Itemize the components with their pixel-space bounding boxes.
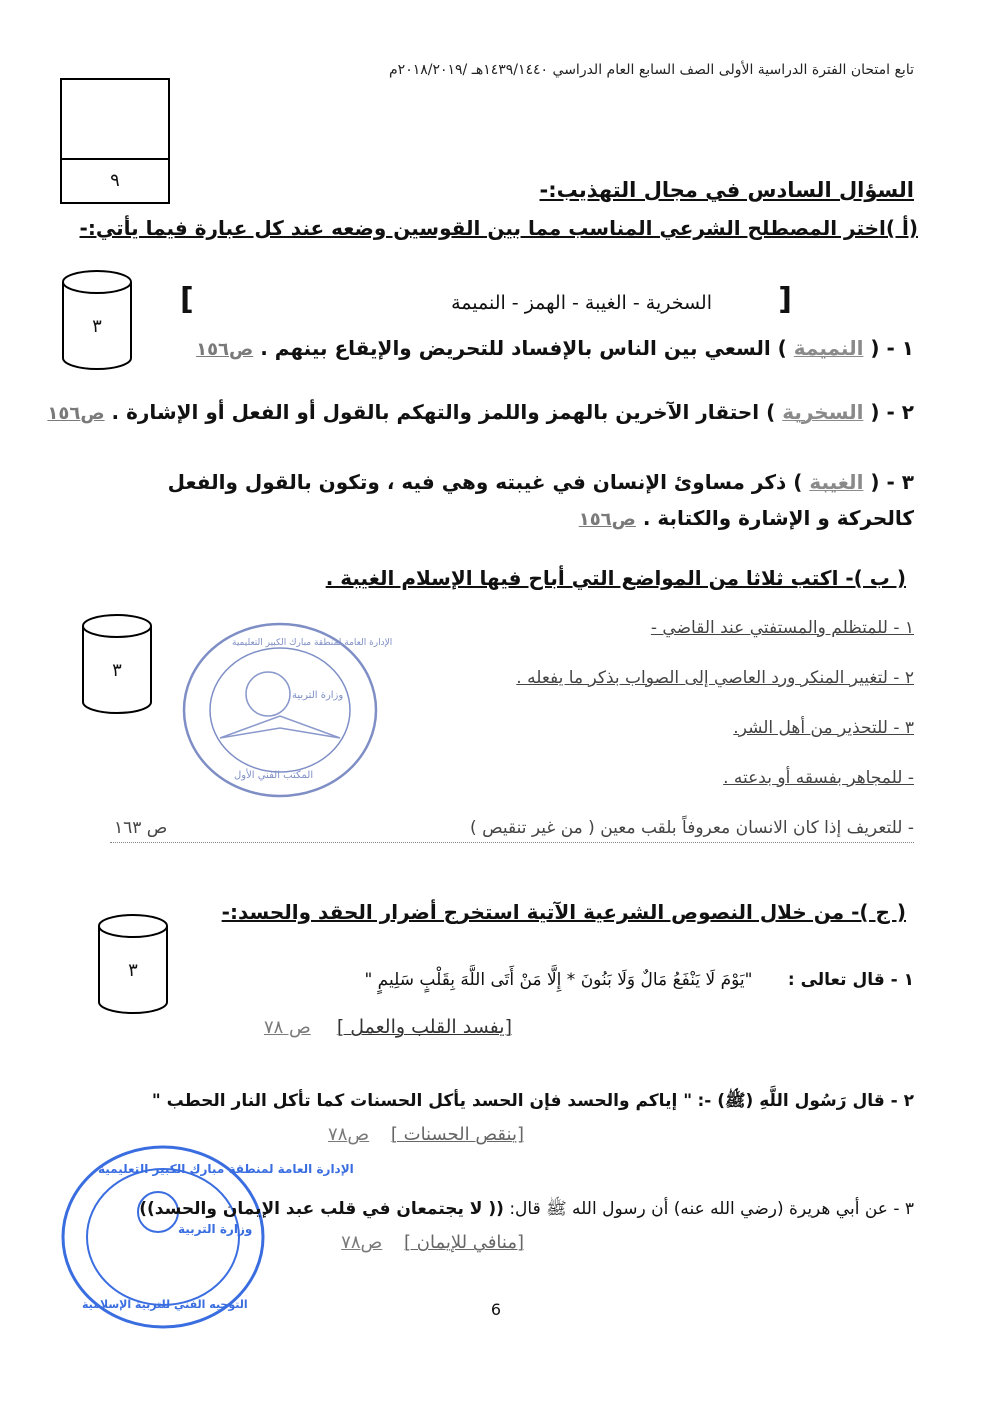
item-quote: " إياكم والحسد فإن الحسد يأكل الحسنات كما تأكل النار الحطب " bbox=[151, 1091, 693, 1111]
total-score-value: ٩ bbox=[110, 170, 120, 191]
part-c-item-1-answer-line bbox=[264, 1016, 512, 1038]
item-answer: الغيبة bbox=[809, 470, 864, 494]
item-answer: [منافي للإيمان ] bbox=[404, 1232, 524, 1253]
part-c-instruction: ( ج )- من خلال النصوص الشرعية الآتية استخرج أضرار الحقد والحسد:- bbox=[221, 900, 906, 924]
part-b-item-1: ١ - للمتظلم والمستفتي عند القاضي - bbox=[650, 618, 914, 638]
item-quote: (( لا يجتمعان في قلب عبد الإيمان والحسد)) bbox=[139, 1199, 504, 1219]
item-ref: ص٧٨ bbox=[341, 1232, 383, 1253]
item-text: ) السعي بين الناس بالإفساد للتحريض والإيقاع بينهم . bbox=[260, 336, 787, 360]
item-prefix: ٢ - ( bbox=[870, 400, 914, 424]
part-a-item-2 bbox=[47, 400, 914, 424]
part-c-item-3-answer-line bbox=[341, 1232, 524, 1253]
stamp-text-center: وزارة التربية bbox=[178, 1222, 253, 1236]
item-ref: ص١٥٦ bbox=[578, 509, 636, 530]
part-c-score: ٣ bbox=[128, 960, 138, 981]
page-number: 6 bbox=[490, 1300, 502, 1319]
item-text-line2: كالحركة و الإشارة والكتابة . bbox=[642, 506, 914, 530]
part-a-item-1 bbox=[196, 336, 914, 360]
bracket-close: [ bbox=[180, 282, 194, 317]
bracket-open: ] bbox=[778, 282, 792, 317]
stamp-text-alt: المكتب الفني الأول bbox=[234, 770, 314, 781]
item-answer: [يفسد القلب والعمل ] bbox=[336, 1016, 512, 1038]
item-label: ٢ - قال رَسُول اللَّهِ (ﷺ) -: bbox=[697, 1091, 914, 1111]
part-b-instruction: ( ب )- اكتب ثلاثا من المواضع التي أباح فيها الإسلام الغيبة . bbox=[325, 566, 906, 590]
official-stamp-1 bbox=[180, 620, 393, 804]
part-b-item-2: ٢ - لتغيير المنكر ورد العاصي إلى الصواب بذكر ما يفعله . bbox=[516, 668, 914, 688]
item-ref: ص١٥٦ bbox=[196, 339, 254, 360]
stamp-text-top: الإدارة العامة لمنطقة مبارك الكبير التعليمية bbox=[232, 638, 393, 648]
item-text: ) احتقار الآخرين بالهمز واللمز والتهكم بالقول أو الفعل أو الإشارة . bbox=[111, 400, 776, 424]
part-b-item-3: ٣ - للتحذير من أهل الشر. bbox=[733, 718, 914, 738]
options-bracket bbox=[180, 282, 792, 322]
part-b-dotted-line bbox=[110, 842, 914, 843]
part-b-ref: ص ١٦٣ bbox=[114, 818, 168, 838]
item-answer: السخرية bbox=[782, 400, 864, 424]
part-c-item-1 bbox=[364, 970, 914, 990]
item-prefix: ٣ - ( bbox=[870, 470, 914, 494]
item-ref: ص١٥٦ bbox=[47, 403, 105, 424]
item-ref: ص ٧٨ bbox=[263, 1017, 311, 1038]
options-list: السخرية - الغيبة - الهمز - النميمة bbox=[451, 292, 712, 314]
section-title: السؤال السادس في مجال التهذيب:- bbox=[539, 178, 914, 202]
stamp-text-bottom: التوجيه الفني للتربية الإسلامية bbox=[82, 1298, 248, 1311]
score-box-divider bbox=[62, 158, 168, 160]
part-a-score: ٣ bbox=[92, 316, 102, 337]
item-ref: ص٧٨ bbox=[328, 1124, 370, 1145]
item-answer: [ينقص الحسنات ] bbox=[390, 1124, 524, 1145]
item-text: ) ذكر مساوئ الإنسان في غيبته وهي فيه ، وتكون بالقول والفعل bbox=[167, 470, 803, 494]
item-prefix: ١ - ( bbox=[870, 336, 914, 360]
item-label: ١ - قال تعالى : bbox=[787, 970, 914, 990]
part-b-score: ٣ bbox=[112, 660, 122, 681]
part-c-item-2 bbox=[152, 1090, 914, 1115]
part-a-item-3 bbox=[168, 470, 914, 494]
part-b-item-4: - للمجاهر بفسقه أو بدعته . bbox=[723, 768, 914, 788]
item-label: ٣ - عن أبي هريرة (رضي الله عنه) أن رسول الله ﷺ قال: bbox=[509, 1199, 914, 1219]
part-a-item-3-line2 bbox=[579, 506, 914, 530]
total-score-box bbox=[60, 78, 170, 204]
part-a-instruction: (أ )اختر المصطلح الشرعي المناسب مما بين القوسين وضعه عند كل عبارة فيما يأتي:- bbox=[79, 216, 918, 240]
part-c-item-2-answer-line bbox=[328, 1124, 524, 1145]
item-quote: "يَوْمَ لَا يَنْفَعُ مَالٌ وَلَا بَنُونَ * إِلَّا مَنْ أَتَى اللَّهَ بِقَلْبٍ سَلِيمٍ " bbox=[364, 970, 753, 990]
part-c-item-3 bbox=[139, 1198, 914, 1223]
stamp-text-top: الإدارة العامة لمنطقة مبارك الكبير التعليمية bbox=[98, 1162, 354, 1176]
item-answer: النميمة bbox=[793, 336, 864, 360]
part-b-item-5: - للتعريف إذا كان الانسان معروفاً بلقب معين ( من غير تنقيص ) bbox=[470, 818, 914, 838]
stamp-text-center: وزارة التربية bbox=[292, 690, 344, 701]
exam-header: تابع امتحان الفترة الدراسية الأولى الصف السابع العام الدراسي ١٤٣٩/١٤٤٠هـ /٢٠١٨/٢٠١٩م bbox=[389, 62, 914, 78]
